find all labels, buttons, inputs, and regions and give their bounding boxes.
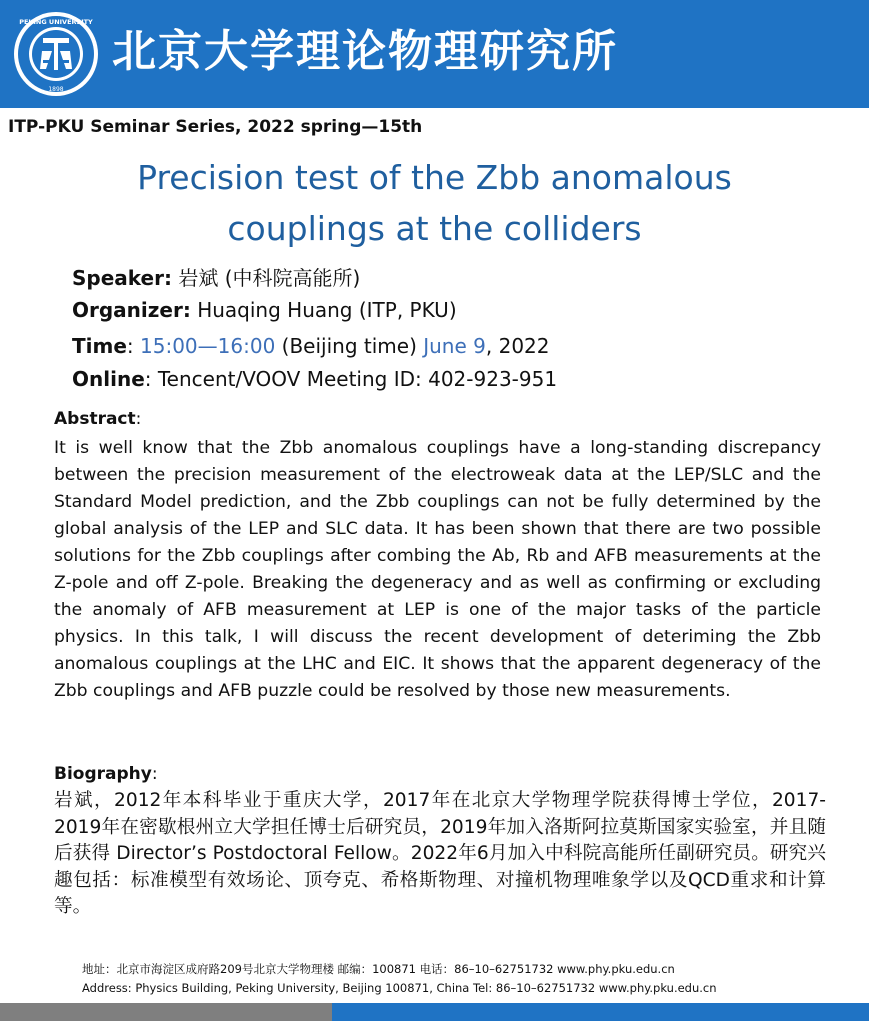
time-zone: (Beijing time) [275, 334, 424, 358]
seminar-series: ITP-PKU Seminar Series, 2022 spring—15th [8, 117, 423, 137]
seminar-title [0, 152, 869, 254]
time-separator: : [126, 334, 141, 358]
speaker-line [72, 263, 360, 293]
institution-name: 北京大学理论物理研究所 [112, 26, 618, 77]
time-date: June 9 [423, 334, 486, 358]
title-line-2: couplings at the colliders [227, 209, 642, 248]
speaker-label: Speaker: [72, 266, 172, 290]
footer-address-english: Address: Physics Building, Peking University, Beijing 100871, China Tel: 86–10–62751732 www.phy.pku.edu.cn [82, 981, 717, 995]
organizer-value: Huaqing Huang (ITP, PKU) [190, 298, 457, 322]
organizer-label: Organizer: [72, 298, 191, 322]
time-year: , 2022 [485, 334, 550, 358]
abstract-heading-text: Abstract [54, 409, 136, 429]
logo-year: 1898 [48, 86, 64, 93]
abstract-text: It is well know that the Zbb anomalous couplings have a long-standing discrepancy between the precision measurement of the electroweak data at the LEP/SLC and the Standard Model prediction, and the Zbb couplings can not be fully determined by the global analysis of the LEP and SLC data. It has been shown that there are two possible solutions for the Zbb couplings after combing the Ab, Rb and AFB measurements at the Z-pole and off Z-pole. Breaking the degeneracy and as well as confirming or excluding the anomaly of AFB measurement at LEP is one of the major tasks of the particle physics. In this talk, I will discuss the recent development of deteriming the Zbb anomalous couplings at the LHC and EIC. It shows that the apparent degeneracy of the Zbb couplings and AFB puzzle could be resolved by those new measurements. [54, 438, 821, 701]
title-line-1: Precision test of the Zbb anomalous [137, 158, 732, 197]
biography-heading-text: Biography [54, 764, 152, 784]
biography-heading-colon: : [151, 764, 158, 784]
footer-bar-blue [332, 1003, 869, 1021]
footer-bar-gray [0, 1003, 332, 1021]
online-label: Online [72, 367, 145, 391]
time-line [72, 331, 550, 361]
footer-address-chinese: 地址：北京市海淀区成府路209号北京大学物理楼 邮编：100871 电话：86–10–62751732 www.phy.pku.edu.cn [82, 962, 675, 976]
time-label: Time [72, 334, 127, 358]
abstract-heading-colon: : [135, 409, 142, 429]
organizer-line [72, 295, 457, 325]
logo-text: PEKING UNIVERSITY [19, 18, 93, 26]
header-banner [0, 0, 869, 108]
online-value: : Tencent/VOOV Meeting ID: 402-923-951 [144, 367, 558, 391]
biography-heading [54, 761, 158, 787]
time-range: 15:00—16:00 [140, 334, 276, 358]
speaker-value: 岩斌 (中科院高能所) [171, 266, 361, 290]
peking-university-logo [13, 11, 99, 97]
abstract-heading [54, 406, 141, 432]
biography-text: 岩斌，2012年本科毕业于重庆大学，2017年在北京大学物理学院获得博士学位，2017-2019年在密歇根州立大学担任博士后研究员，2019年加入洛斯阿拉莫斯国家实验室，并且随后获得 Director’s Postdoctoral Fellow。2022年6月加入中科院高能所任副研究员。研究兴趣包括：标准模型有效场论、顶夸克、希格斯物理、对撞机物理唯象学以及QCD重求和计算等。 [54, 790, 826, 917]
online-line [72, 364, 557, 394]
